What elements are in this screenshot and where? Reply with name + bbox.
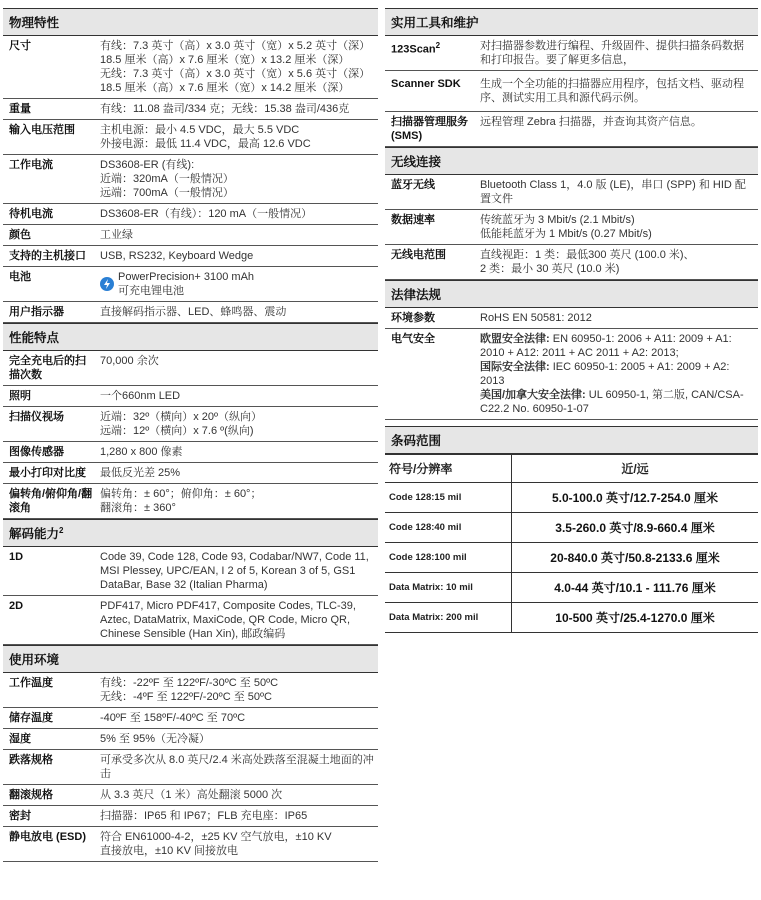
spec-row [3, 785, 378, 806]
spec-value-line: 远端：700mA（一般情况） [100, 187, 234, 199]
spec-label: 工作温度 [9, 677, 53, 689]
safety-us-ca-label: 美国/加拿大安全法律: [480, 389, 586, 401]
spec-label: 储存温度 [9, 712, 53, 724]
spec-value-line: Code 39, Code 128, Code 93, Codabar/NW7, Code 11, MSI Plessey, UPC/EAN, I 2 of 5, Korean 3 of 5, GS1 DataBar, Base 32 (Italian Pharma) [100, 551, 369, 591]
col-header-symbol: 符号/分辨率 [385, 455, 512, 483]
table-row [385, 513, 758, 543]
spec-value-line: 18.5 厘米（高）x 7.6 厘米（宽）x 13.2 厘米（深） [100, 54, 350, 66]
spec-row [3, 386, 378, 407]
safety-intl [480, 360, 754, 388]
spec-label: 图像传感器 [9, 446, 64, 458]
spec-value-line: 近端：32º（横向）x 20º（纵向） [100, 411, 263, 423]
spec-label: 偏转角/俯仰角/翻滚角 [9, 488, 93, 514]
spec-label: 翻滚规格 [9, 789, 53, 801]
spec-row [3, 120, 378, 155]
spec-row [3, 99, 378, 120]
safety-us-ca [480, 388, 754, 416]
spec-label: 环境参数 [391, 312, 435, 324]
decode-rows [3, 547, 378, 645]
table-row [385, 483, 758, 513]
spec-value-line: 1,280 x 800 像素 [100, 446, 183, 458]
spec-value-line: 低能耗蓝牙为 1 Mbit/s (0.27 Mbit/s) [480, 228, 652, 240]
spec-label: 1D [9, 551, 24, 563]
safety-us-ca-text: UL 60950-1, 第二版, CAN/CSA-C22.2 No. 60950-1-07 [480, 389, 744, 415]
barcode-range-table [385, 454, 758, 633]
spec-row [3, 246, 378, 267]
spec-value-line: 有线：-22ºF 至 122ºF/-30ºC 至 50ºC [100, 677, 279, 689]
spec-label: 重量 [9, 103, 31, 115]
range-cell: 3.5-260.0 英寸/8.9-660.4 厘米 [512, 513, 759, 543]
spec-label: 电池 [9, 271, 31, 283]
section-environment-title: 使用环境 [3, 645, 378, 673]
spec-row-environment [385, 308, 758, 329]
section-performance-title: 性能特点 [3, 323, 378, 351]
spec-row-sms [385, 112, 758, 147]
spec-value-line: Bluetooth Class 1，4.0 版 (LE)，串口 (SPP) 和 HID 配置文件 [480, 179, 746, 205]
spec-value-line: 扫描器：IP65 和 IP67；FLB 充电座：IP65 [100, 810, 308, 822]
spec-value-line: 远端：12º（横向）x 7.6 º(纵向) [100, 425, 254, 437]
spec-label: 数据速率 [391, 214, 435, 226]
spec-row-electrical-safety [385, 329, 758, 420]
spec-row [3, 806, 378, 827]
spec-value-line: 偏转角：± 60°；俯仰角：± 60°； [100, 488, 262, 500]
symbol-cell: Data Matrix: 200 mil [385, 603, 512, 633]
safety-intl-text: IEC 60950-1: 2005 + A1: 2009 + A2: 2013 [480, 361, 730, 387]
spec-label: 扫描仪视场 [9, 411, 64, 423]
spec-row [3, 673, 378, 708]
spec-value-line: 18.5 厘米（高）x 7.6 厘米（宽）x 14.2 厘米（深） [100, 82, 350, 94]
spec-row [3, 225, 378, 246]
range-cell: 5.0-100.0 英寸/12.7-254.0 厘米 [512, 483, 759, 513]
spec-row [385, 175, 758, 210]
spec-value-line: 近端：320mA（一般情况） [100, 173, 234, 185]
spec-label: 完全充电后的扫描次数 [9, 355, 86, 381]
spec-value-line: 无线：-4ºF 至 122ºF/-20ºC 至 50ºC [100, 691, 272, 703]
section-decode-title [3, 519, 378, 547]
table-row [385, 543, 758, 573]
spec-label: 支持的主机接口 [9, 250, 86, 262]
spec-label: 密封 [9, 810, 31, 822]
spec-value-line: 5% 至 95%（无冷凝） [100, 733, 211, 745]
physical-rows [3, 36, 378, 267]
right-column [385, 8, 758, 633]
spec-value-line: 外接电源：最低 11.4 VDC，最高 12.6 VDC [100, 138, 311, 150]
range-cell: 10-500 英寸/25.4-1270.0 厘米 [512, 603, 759, 633]
left-column [3, 8, 378, 862]
spec-value-line: 主机电源：最小 4.5 VDC，最大 5.5 VDC [100, 124, 300, 136]
decode-title-sup: 2 [59, 525, 64, 535]
spec-label: 尺寸 [9, 40, 31, 52]
spec-row [3, 155, 378, 204]
battery-lightning-icon [100, 277, 114, 291]
spec-label: 湿度 [9, 733, 31, 745]
safety-intl-label: 国际安全法律: [480, 361, 550, 373]
spec-label: 颜色 [9, 229, 31, 241]
spec-row [3, 827, 378, 862]
spec-value-line: 翻滚角：± 360° [100, 502, 176, 514]
range-cell: 4.0-44 英寸/10.1 - 111.76 厘米 [512, 573, 759, 603]
spec-row [385, 245, 758, 280]
spec-value-line: 有线：11.08 盎司/334 克；无线：15.38 盎司/436克 [100, 103, 350, 115]
section-barcode-title: 条码范围 [385, 426, 758, 454]
battery-line: 可充电锂电池 [118, 285, 184, 297]
spec-label: 扫描器管理服务 (SMS) [391, 116, 468, 142]
spec-value-line: DS3608-ER（有线）：120 mA（一般情况） [100, 208, 313, 220]
wireless-rows [385, 175, 758, 280]
symbol-cell: Data Matrix: 10 mil [385, 573, 512, 603]
spec-row [3, 407, 378, 442]
spec-label: 最小打印对比度 [9, 467, 86, 479]
spec-value-line: 传统蓝牙为 3 Mbit/s (2.1 Mbit/s) [480, 214, 635, 226]
symbol-cell: Code 128:40 mil [385, 513, 512, 543]
symbol-cell: Code 128:100 mil [385, 543, 512, 573]
spec-label: 跌落规格 [9, 754, 53, 766]
section-physical-title: 物理特性 [3, 8, 378, 36]
spec-value-line: 直接放电，±10 KV 间接放电 [100, 845, 239, 857]
spec-label: 照明 [9, 390, 31, 402]
spec-row-indicator [3, 302, 378, 323]
spec-value-line: 可承受多次从 8.0 英尺/2.4 米高处跌落至混凝土地面的冲击 [100, 754, 374, 780]
range-cell: 20-840.0 英寸/50.8-2133.6 厘米 [512, 543, 759, 573]
spec-value-line: 70,000 余次 [100, 355, 159, 367]
spec-row [3, 596, 378, 645]
spec-value-line: 直线视距：1 类：最低300 英尺 (100.0 米)、 [480, 249, 695, 261]
spec-label: 电气安全 [391, 333, 435, 345]
spec-row [385, 210, 758, 245]
spec-value: 远程管理 Zebra 扫描器，并查询其资产信息。 [480, 116, 702, 128]
label-sup: 2 [435, 41, 441, 50]
spec-label: 2D [9, 600, 24, 612]
barcode-table-body [385, 483, 758, 633]
spec-row [3, 484, 378, 519]
table-row [385, 603, 758, 633]
spec-label: 用户指示器 [9, 306, 64, 318]
spec-value: 对扫描器参数进行编程、升级固件、提供扫描条码数据和打印报告。要了解更多信息， [480, 40, 744, 66]
table-row [385, 573, 758, 603]
spec-label: 123Scan [391, 43, 436, 56]
spec-row [3, 750, 378, 785]
spec-value: 生成一个全功能的扫描器应用程序，包括文档、驱动程序、测试实用工具和源代码示例。 [480, 78, 744, 104]
spec-value-line: 符合 EN61000-4-2，±25 KV 空气放电，±10 KV [100, 831, 332, 843]
spec-value-line: 从 3.3 英尺（1 米）高处翻滚 5000 次 [100, 789, 283, 801]
spec-row [3, 442, 378, 463]
col-header-range: 近/远 [512, 455, 759, 483]
spec-label: 工作电流 [9, 159, 53, 171]
spec-value-line: DS3608-ER (有线): [100, 159, 195, 171]
spec-label: 待机电流 [9, 208, 53, 220]
environment-rows [3, 673, 378, 862]
decode-title-text: 解码能力 [9, 527, 60, 541]
spec-value: 直接解码指示器、LED、蜂鸣器、震动 [100, 306, 287, 318]
spec-value-line: 最低反光差 25% [100, 467, 181, 479]
spec-row [3, 351, 378, 386]
spec-label: 蓝牙无线 [391, 179, 435, 191]
spec-value-line: PDF417, Micro PDF417, Composite Codes, TLC-39, Aztec, DataMatrix, MaxiCode, QR Code, Micro QR, Chinese Sensible (Han Xin), 邮政编码 [100, 600, 356, 640]
spec-value-line: USB, RS232, Keyboard Wedge [100, 250, 254, 262]
spec-value-line: 工业绿 [100, 229, 133, 241]
table-header-row [385, 455, 758, 483]
spec-row-scanner-sdk [385, 71, 758, 112]
section-wireless-title: 无线连接 [385, 147, 758, 175]
safety-eu [480, 332, 754, 360]
spec-row-battery [3, 267, 378, 302]
spec-row [3, 547, 378, 596]
symbol-cell: Code 128:15 mil [385, 483, 512, 513]
spec-label: Scanner SDK [391, 78, 461, 90]
safety-eu-label: 欧盟安全法律: [480, 333, 550, 345]
spec-row-123scan [385, 36, 758, 71]
spec-row [3, 708, 378, 729]
spec-value-line: -40ºF 至 158ºF/-40ºC 至 70ºC [100, 712, 246, 724]
spec-value-line: 2 类：最小 30 英尺 (10.0 米) [480, 263, 620, 275]
safety-eu-text: EN 60950-1: 2006 + A11: 2009 + A1: 2010 + A12: 2011 + AC 2011 + A2: 2013; [480, 333, 732, 359]
spec-label: 输入电压范围 [9, 124, 75, 136]
spec-row [3, 463, 378, 484]
spec-value: RoHS EN 50581: 2012 [480, 312, 592, 324]
spec-value-line: 无线：7.3 英寸（高）x 3.0 英寸（宽）x 5.6 英寸（深） [100, 68, 371, 80]
spec-label: 无线电范围 [391, 249, 446, 261]
section-utilities-title: 实用工具和维护 [385, 8, 758, 36]
spec-value-line: 一个660nm LED [100, 390, 181, 402]
battery-line: PowerPrecision+ 3100 mAh [118, 271, 255, 283]
section-regulatory-title: 法律法规 [385, 280, 758, 308]
spec-row [3, 729, 378, 750]
spec-row [3, 204, 378, 225]
spec-row [3, 36, 378, 99]
spec-label: 静电放电 (ESD) [9, 831, 86, 843]
spec-value-line: 有线：7.3 英寸（高）x 3.0 英寸（宽）x 5.2 英寸（深） [100, 40, 371, 52]
performance-rows [3, 351, 378, 519]
